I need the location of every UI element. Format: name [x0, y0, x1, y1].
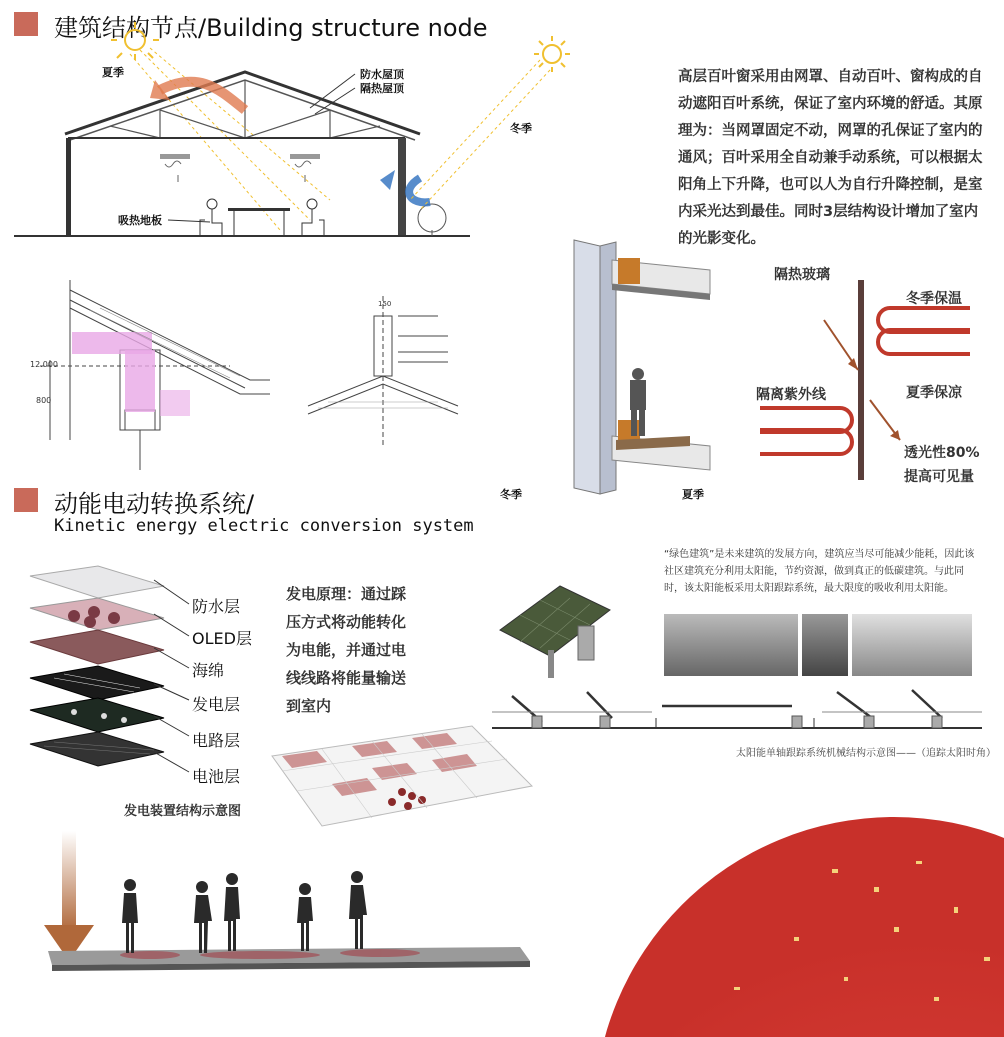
section2-title-en: Kinetic energy electric conversion system	[54, 516, 474, 536]
summer-cool-label: 夏季保凉	[906, 385, 962, 401]
uv-isolation-label: 隔离紫外线	[756, 387, 826, 403]
waterproof-roof-label: 防水屋顶	[360, 68, 404, 81]
dim-label-1: 12.000	[30, 360, 58, 369]
layer-label-sponge: 海绵	[192, 661, 225, 680]
ridge-detail-drawing	[298, 296, 498, 456]
summer-label: 夏季	[102, 66, 124, 79]
generation-principle: 发电原理：通过踩压方式将动能转化为电能，并通过电线线路将能量输送到室内	[286, 585, 407, 715]
transmittance-label: 透光性80%	[904, 445, 980, 461]
kinetic-floor-scene	[0, 815, 560, 1035]
heat-floor-label: 吸热地板	[118, 214, 162, 227]
layer-label-battery: 电池层	[192, 767, 241, 786]
facade-louver-3d	[560, 240, 720, 500]
green-building-text: “绿色建筑”是未来建筑的发展方向，建筑应当尽可能减少能耗，因此该社区建筑充分利用太阳能，节约资源，做到真正的低碳建筑。与此同时，该太阳能板采用太阳跟踪系统，最大限度的吸收利用太阳能。	[664, 549, 975, 594]
photo-building-detail	[802, 614, 848, 676]
visibility-label: 提高可见量	[904, 469, 974, 485]
layer-stack-caption: 发电装置结构示意图	[124, 804, 242, 819]
photo-solar-field	[852, 614, 972, 676]
layer-stack-diagram	[14, 560, 194, 810]
dim-label-3: 150	[378, 300, 392, 308]
section1-title: 建筑结构节点/Building structure node	[54, 14, 488, 42]
layer-label-generation: 发电层	[192, 695, 241, 714]
photo-solar-house	[664, 614, 798, 676]
red-sun-decoration	[514, 757, 1004, 1037]
section2-marker	[14, 488, 38, 512]
tracker-mechanism-drawing	[492, 688, 982, 738]
section2-title-cn: 动能电动转换系统/	[54, 490, 255, 518]
layer-label-oled: OLED层	[192, 629, 252, 648]
layer-label-waterproof: 防水层	[192, 597, 241, 616]
insulating-glass-label: 隔热玻璃	[774, 267, 830, 283]
eave-detail-drawing	[30, 280, 280, 480]
layer-label-circuit: 电路层	[192, 731, 241, 750]
winter-warm-label: 冬季保温	[906, 291, 962, 307]
facade-summer-label: 夏季	[682, 488, 704, 501]
winter-sun-rays	[400, 60, 560, 220]
solar-panel-tracker	[490, 570, 620, 680]
dim-label-2: 800	[36, 396, 52, 405]
winter-label: 冬季	[510, 122, 532, 135]
tracker-caption: 太阳能单轴跟踪系统机械结构示意图——（追踪太阳时角）	[736, 748, 996, 759]
blinds-description: 高层百叶窗采用由网罩、自动百叶、窗构成的自动遮阳百叶系统，保证了室内环境的舒适。其原理为：当网罩固定不动，网罩的孔保证了室内的通风；百叶采用全自动兼手动系统，可以根据太阳角上下升降，也可以人为自行升降控制，是室内采光达到最佳。同时3层结构设计增加了室内的光影变化。	[678, 69, 983, 247]
insulation-roof-label: 隔热屋顶	[360, 82, 404, 95]
facade-winter-label: 冬季	[500, 488, 522, 501]
